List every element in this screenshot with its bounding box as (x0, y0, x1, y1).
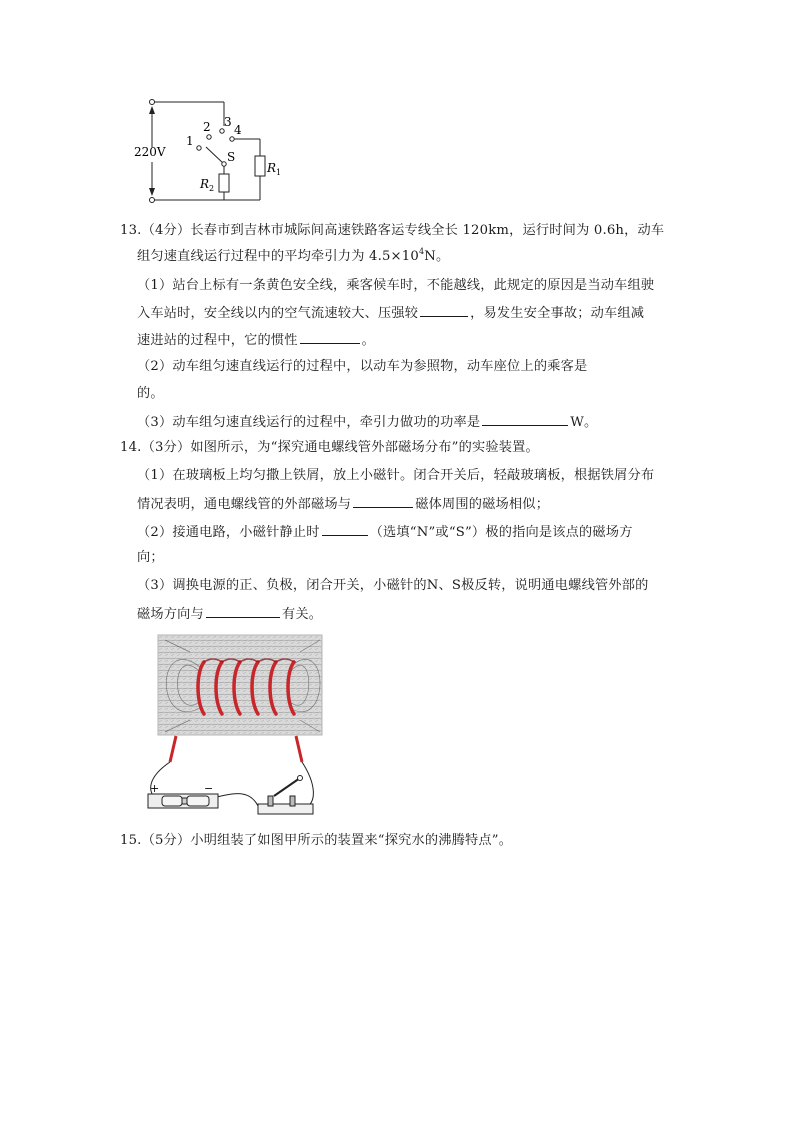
r1-label: R (267, 161, 277, 175)
q14-p3-line2 (137, 604, 322, 624)
q13-p2-line2: 的。 (137, 386, 164, 401)
q15-stem: 15.（5分）小明组装了如图甲所示的装置来“探究水的沸腾特点”。 (120, 833, 513, 848)
q14-p1-line2-post: 磁体周围的磁场相似； (415, 497, 550, 512)
battery (148, 794, 218, 808)
terminal-1-node (197, 146, 201, 150)
switch-label: S (227, 150, 236, 164)
q13-p3-line (137, 412, 597, 432)
q14-p1-line1: （1）在玻璃板上均匀撒上铁屑，放上小磁针。闭合开关后，轻敲玻璃板，根据铁屑分布 (137, 468, 655, 483)
q14-answer-blank-direction[interactable] (206, 604, 280, 618)
circuit-diagram (130, 92, 290, 212)
q14-p2-line2: 向； (137, 550, 164, 565)
q13-p1-line2-pre: 入车站时，安全线以内的空气流速较大、压强较 (137, 306, 419, 321)
circuit-svg (130, 92, 290, 212)
r1-subscript: 1 (276, 168, 282, 177)
terminal-2-node (207, 135, 211, 139)
q13-p1-line3-pre: 速进站的过程中，它的惯性 (137, 333, 298, 348)
battery-plus-label: + (150, 782, 160, 795)
terminal-1-label: 1 (186, 134, 194, 148)
q14-answer-blank-magnet[interactable] (353, 494, 413, 508)
q13-p3-post: W。 (570, 415, 598, 430)
r2-label: R (200, 177, 210, 191)
terminal-4-label: 4 (234, 123, 242, 137)
q13-p1-line2 (137, 303, 644, 323)
r2-subscript: 2 (209, 184, 215, 193)
q13-stem-line2-unit: N。 (424, 249, 450, 264)
q14-p1-line2 (137, 494, 549, 514)
q14-p1-line2-pre: 情况表明，通电螺线管的外部磁场与 (137, 497, 352, 512)
glass-plate (158, 635, 322, 735)
q13-answer-blank-pressure[interactable] (420, 303, 468, 317)
q14-stem: 14.（3分）如图所示，为“探究通电螺线管外部磁场分布”的实验装置。 (120, 440, 539, 455)
knife-switch (258, 776, 313, 815)
solenoid-svg (140, 632, 330, 822)
r1-resistor (255, 156, 265, 176)
q13-answer-blank-inertia[interactable] (300, 330, 360, 344)
switch-pivot (222, 162, 226, 166)
q13-answer-blank-power[interactable] (482, 412, 568, 426)
q13-p1-line1: （1）站台上标有一条黄色安全线，乘客候车时，不能越线，此规定的原因是当动车组驶 (137, 278, 655, 293)
q14-p2-line1 (137, 522, 633, 542)
q13-p2-line1: （2）动车组匀速直线运行的过程中，以动车为参照物，动车座位上的乘客是 (137, 359, 588, 374)
terminal-4-node (230, 137, 234, 141)
voltage-label: 220V (134, 145, 166, 159)
q14-p2-line1-pre: （2）接通电路，小磁针静止时 (137, 525, 320, 540)
arrow-up-icon (149, 106, 155, 114)
switch-lever (206, 147, 224, 164)
q13-p1-line3 (137, 330, 375, 350)
battery-minus-label: − (204, 782, 214, 795)
q13-stem-line1: 13.（4分）长春市到吉林市城际间高速铁路客运专线全长 120km，运行时间为 0.6h，动车 (120, 223, 665, 238)
q14-p2-line1-post: （选填“N”或“S”）极的指向是该点的磁场方 (369, 525, 633, 540)
q14-p3-line1: （3）调换电源的正、负极，闭合开关，小磁针的N、S极反转，说明通电螺线管外部的 (137, 578, 649, 593)
r2-resistor (219, 174, 229, 192)
q13-p3-pre: （3）动车组匀速直线运行的过程中，牵引力做功的功率是 (137, 415, 481, 430)
solenoid-experiment-figure (140, 632, 330, 822)
terminal-2-label: 2 (203, 120, 211, 134)
arrow-down-icon (149, 188, 155, 196)
terminal-3-label: 3 (224, 115, 232, 129)
q13-p1-line2-post: ，易发生安全事故；动车组减 (470, 306, 645, 321)
q13-stem-line2 (137, 248, 449, 266)
terminal-3-node (220, 129, 224, 133)
solenoid-leads (170, 736, 302, 762)
q14-p3-line2-post: 有关。 (281, 607, 323, 622)
q13-p1-line3-post: 。 (361, 333, 376, 348)
q13-stem-line2-text: 组匀速直线运行过程中的平均牵引力为 4.5×10 (137, 249, 419, 264)
q14-answer-blank-pole[interactable] (322, 522, 368, 536)
q13-exponent: 4 (418, 247, 425, 256)
q14-p3-line2-pre: 磁场方向与 (137, 607, 204, 622)
